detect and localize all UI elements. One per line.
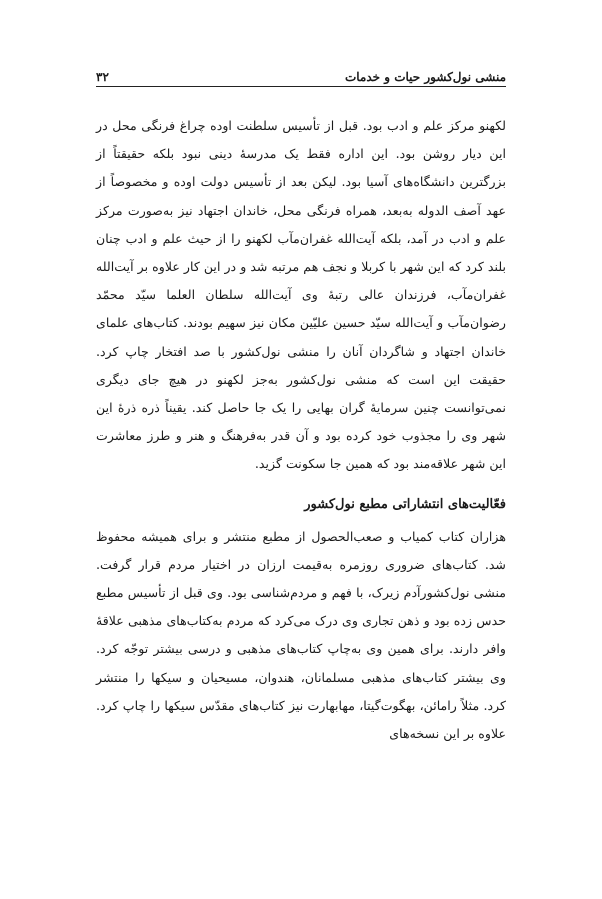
section-heading: فعّالیت‌های انتشاراتی مطبع نول‌کشور	[304, 496, 506, 512]
page-number: ۳۲	[96, 70, 109, 84]
page-body	[96, 112, 506, 748]
header-divider	[96, 86, 506, 87]
body-paragraph-2: هزاران کتاب کمیاب و صعب‌الحصول از مطبع منتشر و برای همیشه محفوظ شد. کتاب‌های ضروری روزمره به‌قیمت ارزان در اختیار مردم قرار گرفت. منشی نول‌کشورآدم زیرک، با فهم و مردم‌شناسی بود. وی قبل از تأسیس مطبع حدس زده بود و ذهن تجاری وی درک می‌کرد که مردم به‌کتاب‌های مذهبی علاقهٔ وافر دارند. برای همین وی به‌چاپ کتاب‌های مذهبی و درسی بیشتر توجّه کرد. وی بیشتر کتاب‌های مذهبی مسلمانان، هندوان، مسیحیان و سیکها را منتشر کرد. مثلاً رامائن، بهگوت‌گیتا، مهابهارت نیز کتاب‌های مقدّس سیکها را چاپ کرد. علاوه بر این نسخه‌های	[96, 528, 506, 742]
running-title: منشی نول‌کشور حیات و خدمات	[344, 70, 506, 84]
body-paragraph-1: لکهنو مرکز علم و ادب بود. قبل از تأسیس سلطنت اوده چراغ فرنگی محل در این دیار روشن بود. این اداره فقط یک مدرسهٔ دینی نبود بلکه حقیقتاً از بزرگترین دانشگاه‌های آسیا بود. لیکن بعد از تأسیس دولت اوده و مخصوصاً از عهد آصف الدوله به‌بعد، همراه فرنگی محل، خاندان اجتهاد نیز به‌صورت مرکز علم و ادب در آمد، بلکه آیت‌الله غفران‌مآب لکهنو را از حیث علم و ادب چنان بلند کرد که این شهر با کربلا و نجف هم مرتبه شد و در این کار علاوه بر آیت‌الله غفران‌مآب، فرزندان عالی رتبهٔ وی آیت‌الله سلطان العلما سیّد محمّد رضوان‌مآب و آیت‌الله سیّد حسین علیّین مکان نیز سهیم بودند. کتاب‌های علمای خاندان اجتهاد و شاگردان آنان را منشی نول‌کشور با صد افتخار چاپ کرد. حقیقت این است که منشی نول‌کشور به‌جز لکهنو در هیچ جای دیگری نمی‌توانست چنین سرمایهٔ گران بهایی را یک جا حاصل کند. یقیناً ذره ذرهٔ این شهر وی را مجذوب خود کرده بود و آن قدر به‌فرهنگ و هنر و طرز معاشرت این شهر علاقه‌مند بود که همین جا سکونت گزید.	[96, 118, 506, 472]
running-header	[96, 60, 506, 84]
